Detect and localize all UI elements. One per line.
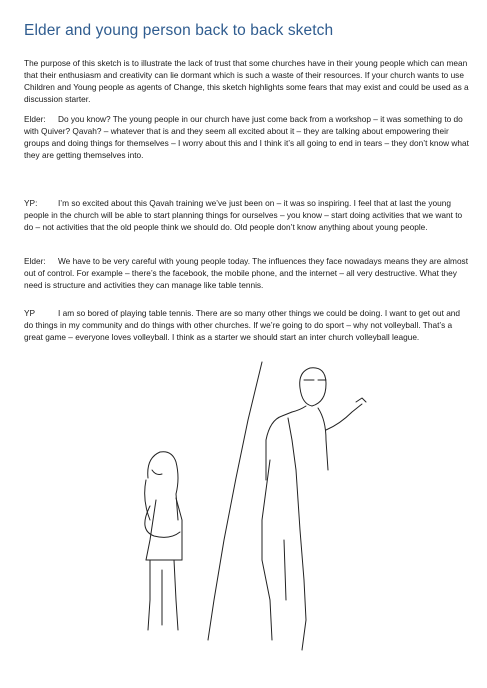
speaker-label: Elder: (24, 256, 46, 266)
elder-figure (262, 368, 366, 650)
dialogue-text: I’m so excited about this Qavah training we’ve just been on – it was so inspiring. I feel that at last the young people in the church will be able to start planning things for ourselves – you know – start doing activities that we want to do – not activities that the old people think we should do. Old people don’t know anything about young people. (24, 198, 463, 232)
dialogue-text: I am so bored of playing table tennis. There are so many other things we could be doing. I want to get out and do things in my community and do things with other churches. If we’re going to do sport – why not volleyball. That’s a great game – everyone loves volleyball. I think as a starter we should start an inter church volleyball league. (24, 308, 461, 342)
dialogue-text: Do you know? The young people in our church have just come back from a workshop – it was something to do with Quiver? Qavah? – whatever that is and they seem all excited about it – they are talking about empowering their groups and doing things for themselves – I worry about this and I think it’s all going to end in tears – they don’t know what they are getting themselves into. (24, 114, 469, 160)
speaker-label: YP: (24, 198, 38, 208)
page-title: Elder and young person back to back sketch (24, 22, 334, 39)
speaker-label: Elder: (24, 114, 46, 124)
divider-line (208, 362, 262, 640)
intro-paragraph: The purpose of this sketch is to illustrate the lack of trust that some churches have in their young people which can mean that their enthusiasm and creativity can lie dormant which is such a waste of their resources. If your church wants to use Children and Young people as agents of Change, this sketch highlights some fears that may exist and could be used as a discussion starter. (24, 58, 469, 104)
young-person-figure (145, 452, 182, 630)
dialogue-text: We have to be very careful with young people today. The influences they face nowadays means they are almost out of control. For example – there’s the facebook, the mobile phone, and the internet – all very destructive. What they need is structure and activities they can manage like table tennis. (24, 256, 469, 290)
dialogue-yp-2 (24, 308, 470, 344)
dialogue-elder-1 (24, 114, 470, 162)
speaker-label: YP (24, 308, 36, 318)
dialogue-elder-2 (24, 256, 470, 292)
dialogue-yp-1 (24, 198, 470, 234)
